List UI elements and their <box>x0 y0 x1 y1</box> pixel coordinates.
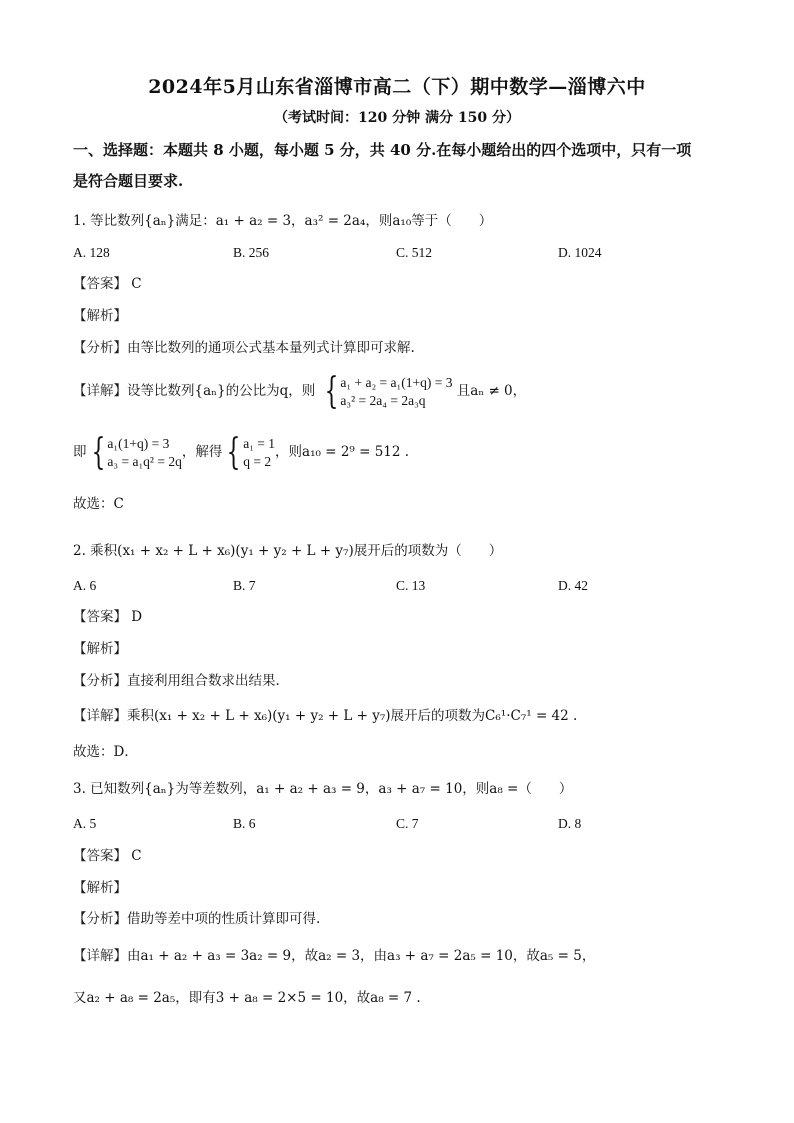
q3-analysis-line <box>73 878 127 898</box>
section-heading-line2: 是符合题目要求. <box>73 172 184 190</box>
analysis-tag: 【 解析 】 <box>73 880 127 896</box>
q3-stem: 3. 已知数列{aₙ}为等差数列，a₁ + a₂ + a₃ = 9，a₃ + a₇ = 10，则a₈ =（ ） <box>73 781 573 797</box>
q1-detail-line2: 即 { a₁(1+q) = 3 a₃ = a₁q² = 2q，解得 { a₁ = 1 q = 2，则a₁₀ = 2⁹ = 512 . <box>73 431 410 473</box>
q2-answer-line <box>73 607 142 627</box>
q2-stem: 2. 乘积(x₁ + x₂ + L + x₆)(y₁ + y₂ + L + y₇)展开后的项数为（ ） <box>73 543 503 559</box>
detail-tag: 【 详解 】 <box>73 948 127 964</box>
q3-detail: 由a₁ + a₂ + a₃ = 3a₂ = 9，故a₂ = 3，由a₃ + a₇ = 2a₅ = 10，故a₅ = 5， <box>127 948 596 964</box>
q1-fenxi: 由等比数列的通项公式基本量列式计算即可求解. <box>127 340 415 356</box>
q1-option-c: C. 512 <box>396 245 433 260</box>
q3-option-d: D. 8 <box>558 816 582 831</box>
q1-analysis-line <box>73 306 127 326</box>
answer-tag: 【 答案 】 <box>73 276 127 292</box>
q3-detail-line <box>73 946 595 966</box>
q3-answer: C <box>131 848 142 864</box>
q1-answer: C <box>131 276 142 292</box>
q2-conclusion: 故选：D． <box>73 744 138 760</box>
q2-option-a: A. 6 <box>73 578 97 593</box>
q1-option-b: B. 256 <box>233 245 270 260</box>
section-heading-line1: 一、选择题：本题共 8 小题，每小题 5 分，共 40 分.在每小题给出的四个选项中，只有一项 <box>73 141 692 159</box>
q2-analysis-line <box>73 639 127 659</box>
brace-symbol: { <box>91 431 105 473</box>
q1-stem: 1. 等比数列{aₙ}满足：a₁ + a₂ = 3，a₃² = 2a₄，则a₁₀等于（ ） <box>73 213 493 229</box>
q1-fenxi-line <box>73 338 415 358</box>
q3-option-c: C. 7 <box>396 816 419 831</box>
q3-fenxi-line <box>73 909 320 929</box>
q2-detail-line <box>73 706 577 726</box>
q3-option-b: B. 6 <box>233 816 256 831</box>
q2-detail: 乘积(x₁ + x₂ + L + x₆)(y₁ + y₂ + L + y₇)展开后的项数为C₆¹·C₇¹ = 42 . <box>127 708 578 724</box>
q1-system-1: a₁ + a₂ = a₁(1+q) = 3 a₃² = 2a₄ = 2a₃q <box>340 374 453 408</box>
analysis-tag: 【 解析 】 <box>73 308 127 324</box>
q1-option-a: A. 128 <box>73 245 110 260</box>
fenxi-tag: 【 分析 】 <box>73 673 127 689</box>
q3-detail-line2: 又a₂ + a₈ = 2a₅，即有3 + a₈ = 2×5 = 10，故a₈ = 7 . <box>73 990 421 1006</box>
q2-fenxi-line <box>73 671 289 691</box>
q1-option-d: D. 1024 <box>558 245 602 260</box>
q2-answer: D <box>131 609 143 625</box>
q3-option-a: A. 5 <box>73 816 97 831</box>
exam-info: （考试时间：120 分钟 满分 150 分） <box>274 110 520 126</box>
analysis-tag: 【 解析 】 <box>73 641 127 657</box>
q2-fenxi: 直接利用组合数求出结果． <box>127 673 289 689</box>
q1-detail-pre: 设等比数列{aₙ}的公比为q，则 <box>127 383 316 399</box>
brace-symbol: { <box>324 370 338 412</box>
q3-answer-line <box>73 846 142 866</box>
q1-conclusion: 故选：C <box>73 496 124 512</box>
q3-fenxi: 借助等差中项的性质计算即可得. <box>127 911 321 927</box>
q1-system-2: a₁(1+q) = 3 a₃ = a₁q² = 2q <box>107 435 182 469</box>
q2-option-d: D. 42 <box>558 578 588 593</box>
fenxi-tag: 【 分析 】 <box>73 911 127 927</box>
q1-detail-line <box>73 372 526 410</box>
brace-symbol: { <box>226 431 241 473</box>
answer-tag: 【 答案 】 <box>73 848 127 864</box>
detail-tag: 【 详解 】 <box>73 383 127 399</box>
answer-tag: 【 答案 】 <box>73 609 127 625</box>
q2-option-b: B. 7 <box>233 578 256 593</box>
page-title: 2024年5月山东省淄博市高二（下）期中数学—淄博六中 <box>148 76 646 98</box>
q1-detail-post: 且aₙ ≠ 0， <box>456 383 527 399</box>
q2-option-c: C. 13 <box>396 578 426 593</box>
q1-system-3: a₁ = 1 q = 2 <box>243 435 276 469</box>
detail-tag: 【 详解 】 <box>73 708 127 724</box>
fenxi-tag: 【 分析 】 <box>73 340 127 356</box>
q1-answer-line <box>73 274 142 294</box>
